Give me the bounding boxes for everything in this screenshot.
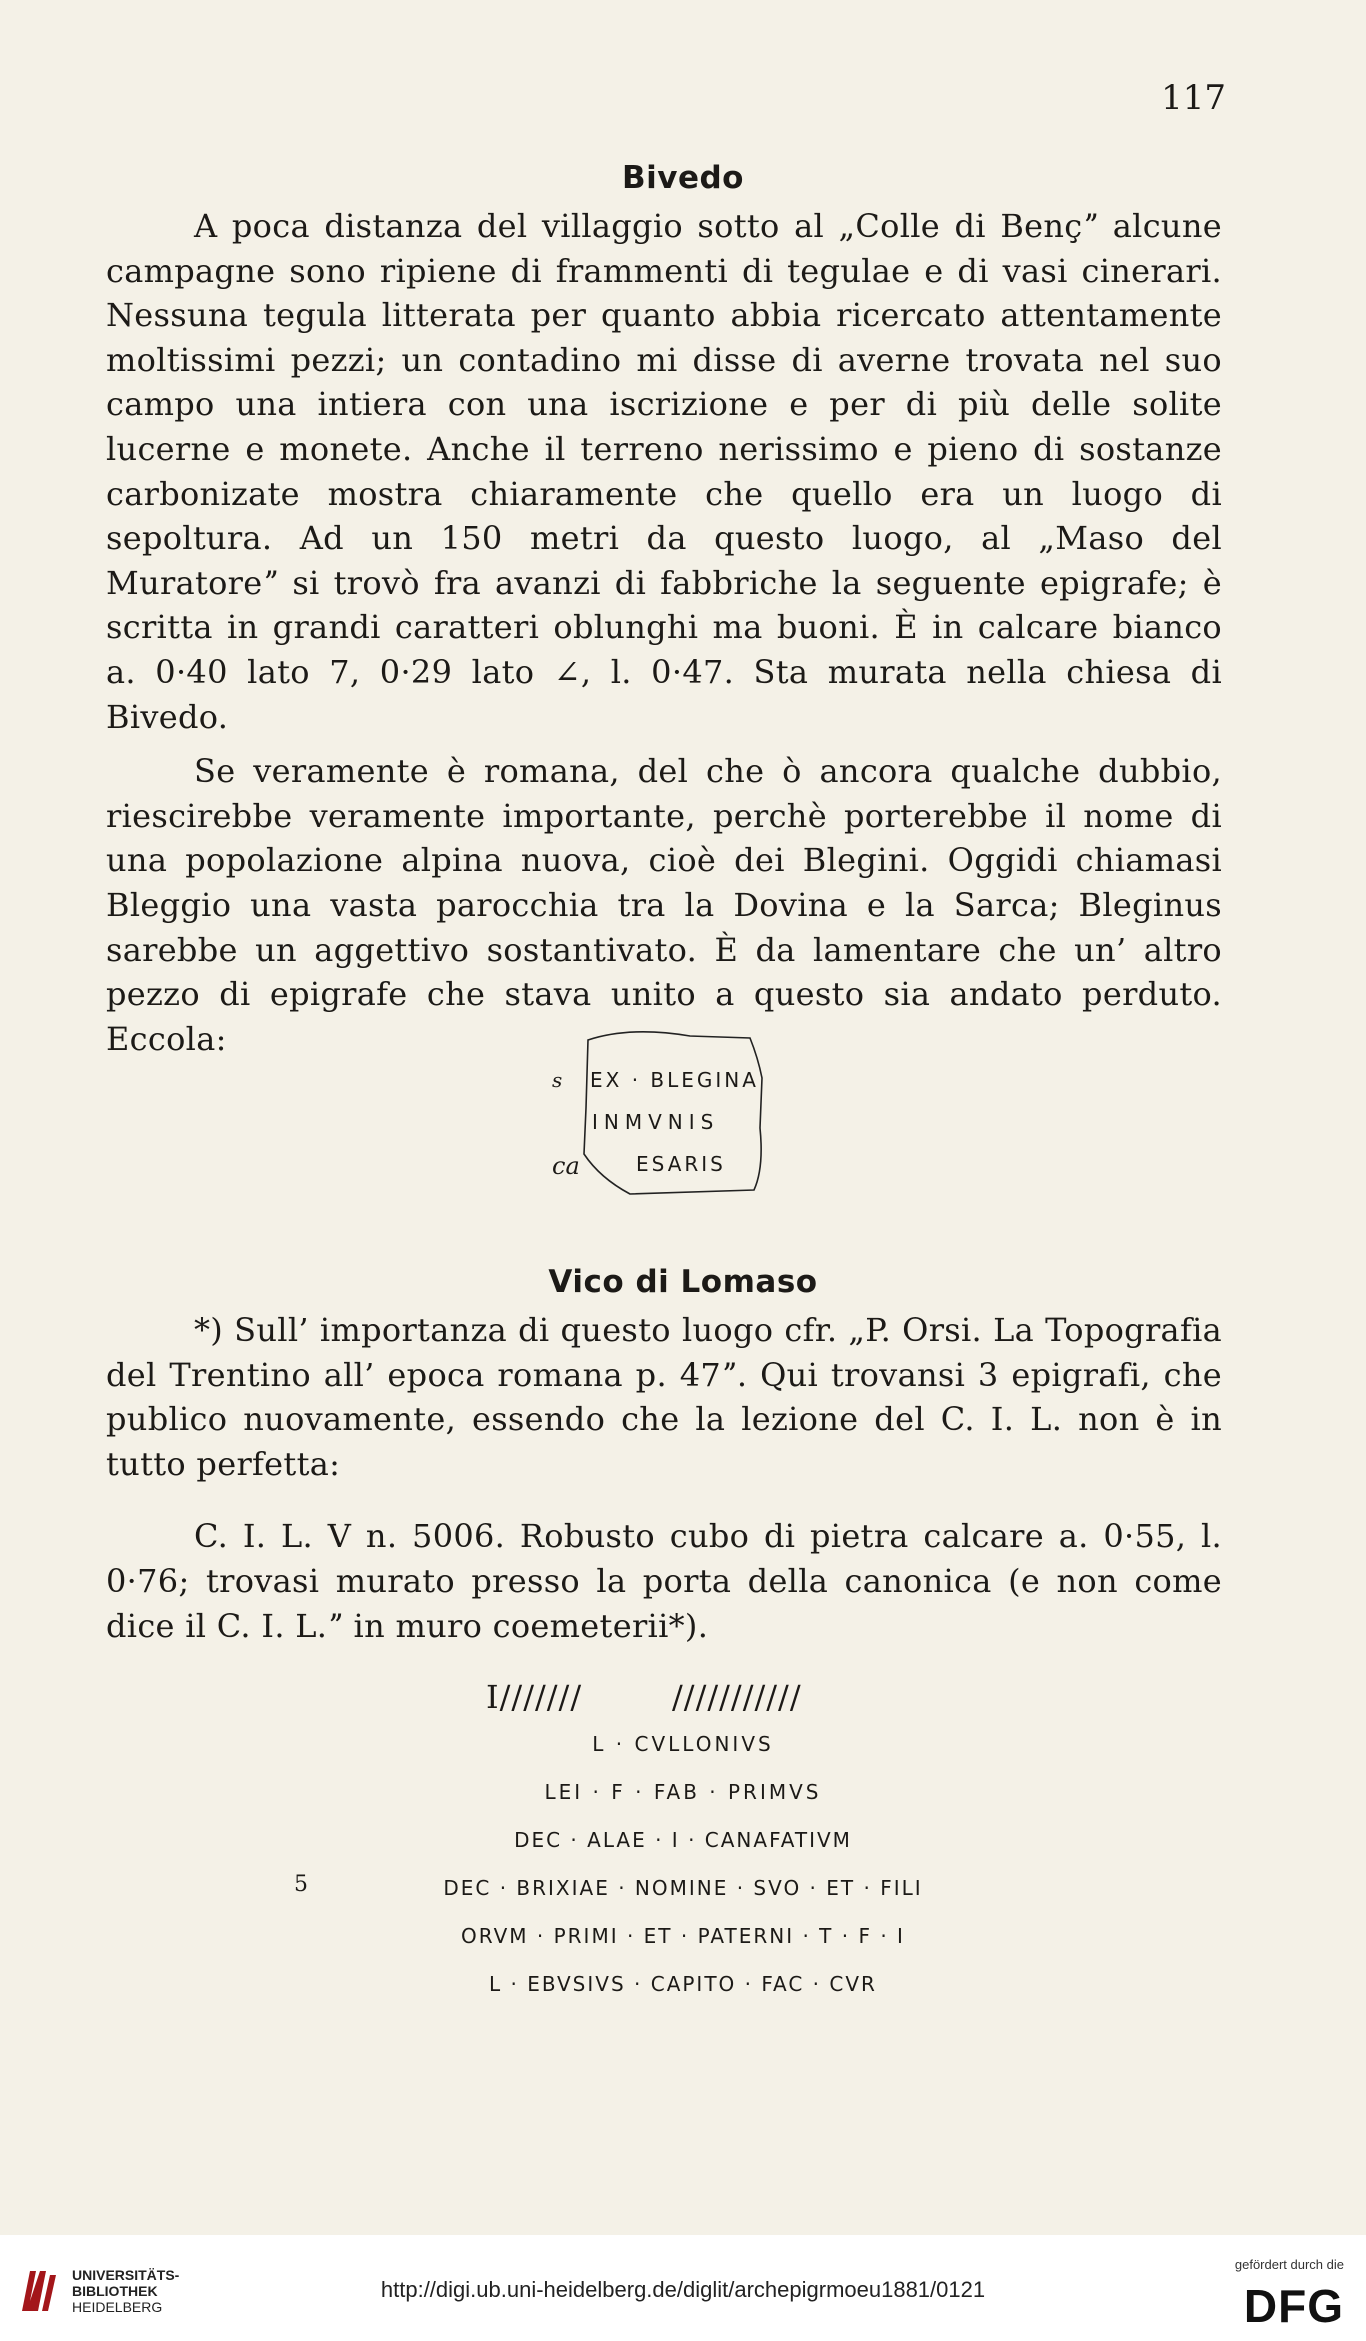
bivedo-text bbox=[106, 204, 1222, 1061]
logo-line-1: UNIVERSITÄTS- bbox=[72, 2267, 180, 2283]
funder-label: gefördert durch die bbox=[1234, 2257, 1344, 2272]
source-url[interactable]: http://digi.ub.uni-heidelberg.de/diglit/archepigrmoeu1881/0121 bbox=[380, 2277, 986, 2302]
bivedo-paragraph-1: A poca distanza del villaggio sotto al „Colle di Bençˮ alcune campagne sono ripiene di frammenti di tegulae e di vasi cinerari. Nessuna tegula litterata per quanto abbia ricercato attentamente moltissimi pezzi; un contadino mi disse di averne trovata nel suo campo una intiera con una iscrizione e per di più delle solite lucerne e monete. Anche il terreno nerissimo e pieno di sostanze carbonizate mostra chiaramente che quello era un luogo di sepoltura. Ad un 150 metri da questo luogo, al „Maso del Muratoreˮ si trovò fra avanzi di fabbriche la seguente epigrafe; è scritta in grandi caratteri oblunghi ma buoni. È in calcare bianco a. 0·40 lato 7, 0·29 lato ∠, l. 0·47. Sta murata nella chiesa di Bivedo. bbox=[106, 207, 1222, 736]
inscription-line-2: INMVNIS bbox=[592, 1110, 720, 1134]
lomaso-text bbox=[106, 1308, 1222, 1648]
inscription-line-1: EX · BLEGINA bbox=[590, 1068, 759, 1092]
inscription-hatch-right: /////////// bbox=[672, 1678, 802, 1716]
inscription-line3-prefix: ca bbox=[552, 1152, 580, 1180]
bivedo-inscription bbox=[540, 1018, 780, 1208]
section-title-lomaso: Vico di Lomaso bbox=[548, 1264, 818, 1300]
page-number: 117 bbox=[1161, 78, 1226, 118]
inscription-line-number: 5 bbox=[294, 1872, 308, 1897]
lomaso-inscription-line-3: DEC · ALAE · I · CANAFATIVM bbox=[514, 1828, 852, 1852]
viewer-footer bbox=[0, 2235, 1366, 2341]
section-title-bivedo: Bivedo bbox=[622, 160, 744, 196]
inscription-line1-prefix: s bbox=[552, 1068, 563, 1092]
lomaso-inscription-line-2: LEI · F · FAB · PRIMVS bbox=[544, 1780, 822, 1804]
lomaso-inscription-line-5: ORVM · PRIMI · ET · PATERNI · T · F · I bbox=[461, 1924, 905, 1948]
lomaso-paragraph: C. I. L. V n. 5006. Robusto cubo di pietra calcare a. 0·55, l. 0·76; trovasi murato presso la porta della canonica (e non come dice il C. I. L.ˮ in muro coemeterii*). bbox=[106, 1517, 1222, 1645]
lomaso-inscription-line-6: L · EBVSIVS · CAPITO · FAC · CVR bbox=[489, 1972, 877, 1996]
logo-line-3: HEIDELBERG bbox=[72, 2299, 163, 2315]
bivedo-paragraph-2: Se veramente è romana, del che ò ancora qualche dubbio, riescirebbe veramente importante, perchè porterebbe il nome di una popolazione alpina nuova, cioè dei Blegini. Oggidi chiamasi Bleggio una vasta parocchia tra la Dovina e la Sarca; Bleginus sarebbe un aggettivo sostantivato. È da lamentare che un’ altro pezzo di epigrafe che stava unito a questo sia andato perduto. Eccola: bbox=[106, 752, 1222, 1058]
lomaso-inscription-line-1: L · CVLLONIVS bbox=[592, 1732, 774, 1756]
lomaso-footnote: *) Sull’ importanza di questo luogo cfr. „P. Orsi. La Topografia del Trentino all’ epoca romana p. 47ˮ. Qui trovansi 3 epigrafi, che publico nuovamente, essendo che la lezione del C. I. L. non è in tutto perfetta: bbox=[106, 1311, 1222, 1483]
inscription-line-3: ESARIS bbox=[636, 1152, 726, 1176]
logo-line-2: BIBLIOTHEK bbox=[72, 2283, 158, 2299]
lomaso-inscription-line-4: DEC · BRIXIAE · NOMINE · SVO · ET · FILI bbox=[443, 1876, 923, 1900]
inscription-hatch-left: I/////// bbox=[486, 1678, 583, 1716]
dfg-logo: DFG bbox=[1243, 2280, 1344, 2332]
